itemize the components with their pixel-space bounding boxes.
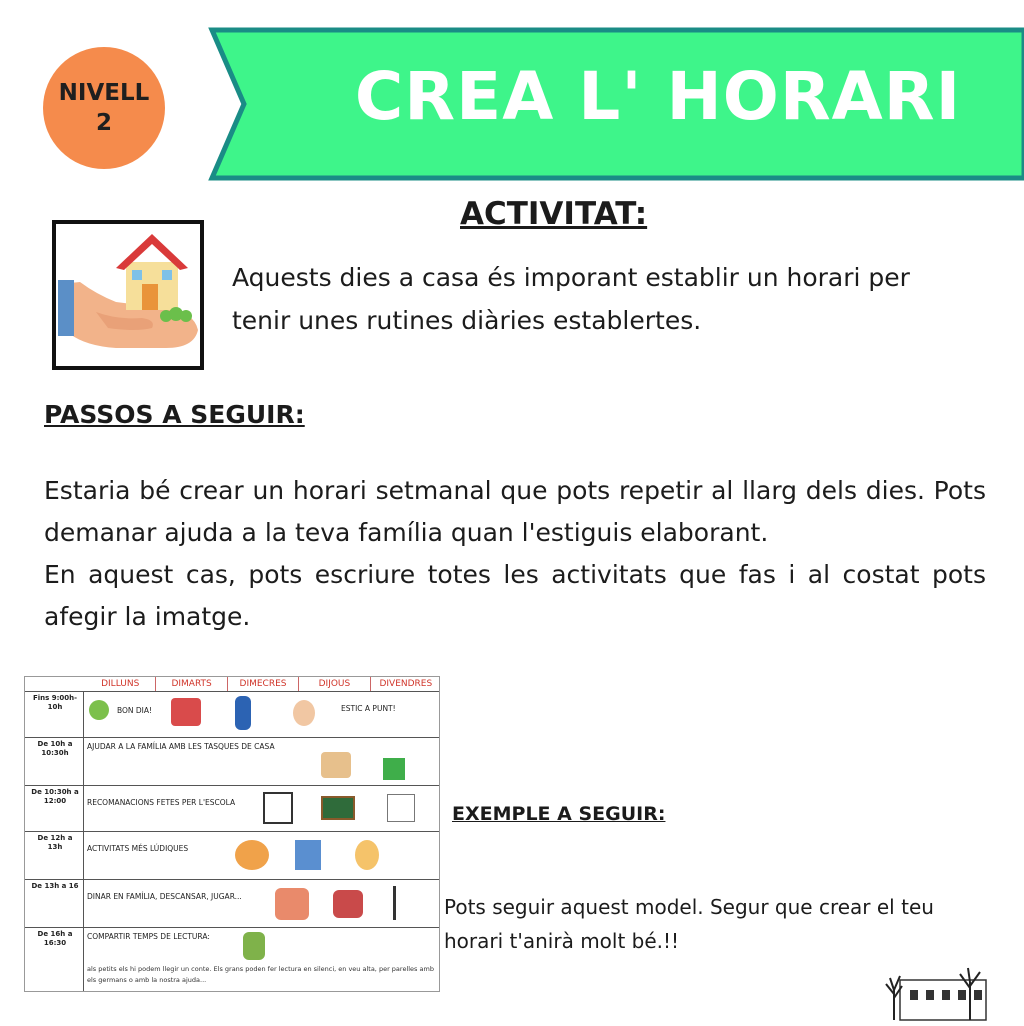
row-activity: COMPARTIR TEMPS DE LECTURA: [87,932,210,941]
games-icon [295,840,321,870]
page-title: CREA L' HORARI [354,58,962,135]
schedule-days-header [85,677,441,691]
housework-icon [321,752,351,778]
example-heading: EXEMPLE A SEGUIR: [452,803,666,825]
crafts-icon [235,840,269,870]
row-time: De 16h a 16:30 [37,930,73,947]
day-header: DILLUNS [101,679,140,689]
row-time: De 10h a 10:30h [37,740,73,757]
row-activity: BON DIA! [117,706,153,715]
cleaning-icon [383,758,405,780]
dressing-icon [235,696,251,730]
play-icon [393,886,414,920]
row-activity: ACTIVITATS MÉS LÚDIQUES [87,844,189,853]
level-badge [43,47,165,169]
music-icon [355,840,379,870]
schedule-row [25,927,439,991]
schedule-row [25,691,439,737]
row-activity: DINAR EN FAMÍLIA, DESCANSAR, JUGAR... [87,892,242,901]
day-header: DIMARTS [155,677,226,691]
schedule-row [25,785,439,831]
day-header: DIJOUS [298,677,369,691]
level-number: 2 [95,110,112,136]
example-description: Pots seguir aquest model. Segur que crear el teu horari t'anirà molt bé.!! [444,895,934,953]
house-in-hand-icon [52,220,204,370]
school-logo [880,960,1000,1022]
row-activity: ESTIC A PUNT! [341,704,396,713]
breakfast-icon [171,698,201,726]
steps-heading: PASSOS A SEGUIR: [44,400,305,429]
row-time: De 13h a 16 [31,882,79,890]
alarm-clock-icon [89,700,109,720]
row-time: Fins 9:00h-10h [32,694,78,711]
row-activity: RECOMANACIONS FETES PER L'ESCOLA [87,798,236,807]
rest-icon [333,890,363,918]
writing-icon [387,794,415,822]
activity-heading: ACTIVITAT: [460,196,648,232]
steps-paragraph: Estaria bé crear un horari setmanal que pots repetir al llarg dels dies. Pots demanar ajuda a la teva família quan l'estiguis elaborant. [44,476,986,547]
schedule-row [25,737,439,785]
row-activity: AJUDAR A LA FAMÍLIA AMB LES TASQUES DE CASA [87,742,275,751]
family-meal-icon [275,888,309,920]
activity-description: Aquests dies a casa és imporant establir un horari per tenir unes rutines diàries establertes. [232,263,910,335]
reading-icon [243,932,265,960]
blackboard-icon [321,796,355,820]
steps-body [44,470,986,638]
schedule-row [25,831,439,879]
schedule-row [25,879,439,927]
steps-paragraph: En aquest cas, pots escriure totes les activitats que fas i al costat pots afegir la imatge. [44,560,986,631]
schedule-example [24,676,440,992]
day-header: DIMECRES [227,677,298,691]
title-banner [208,26,1024,182]
row-time: De 10:30h a 12:00 [31,788,79,805]
day-header: DIVENDRES [370,677,441,691]
row-note: als petits els hi podem llegir un conte. Els grans poden fer lectura en silenci, en veu alta, per parelles amb els germans o amb la nostra ajuda... [87,965,434,984]
row-time: De 12h a 13h [37,834,73,851]
level-label: NIVELL [58,80,150,106]
brushing-teeth-icon [293,700,315,726]
home-icon [263,792,293,824]
